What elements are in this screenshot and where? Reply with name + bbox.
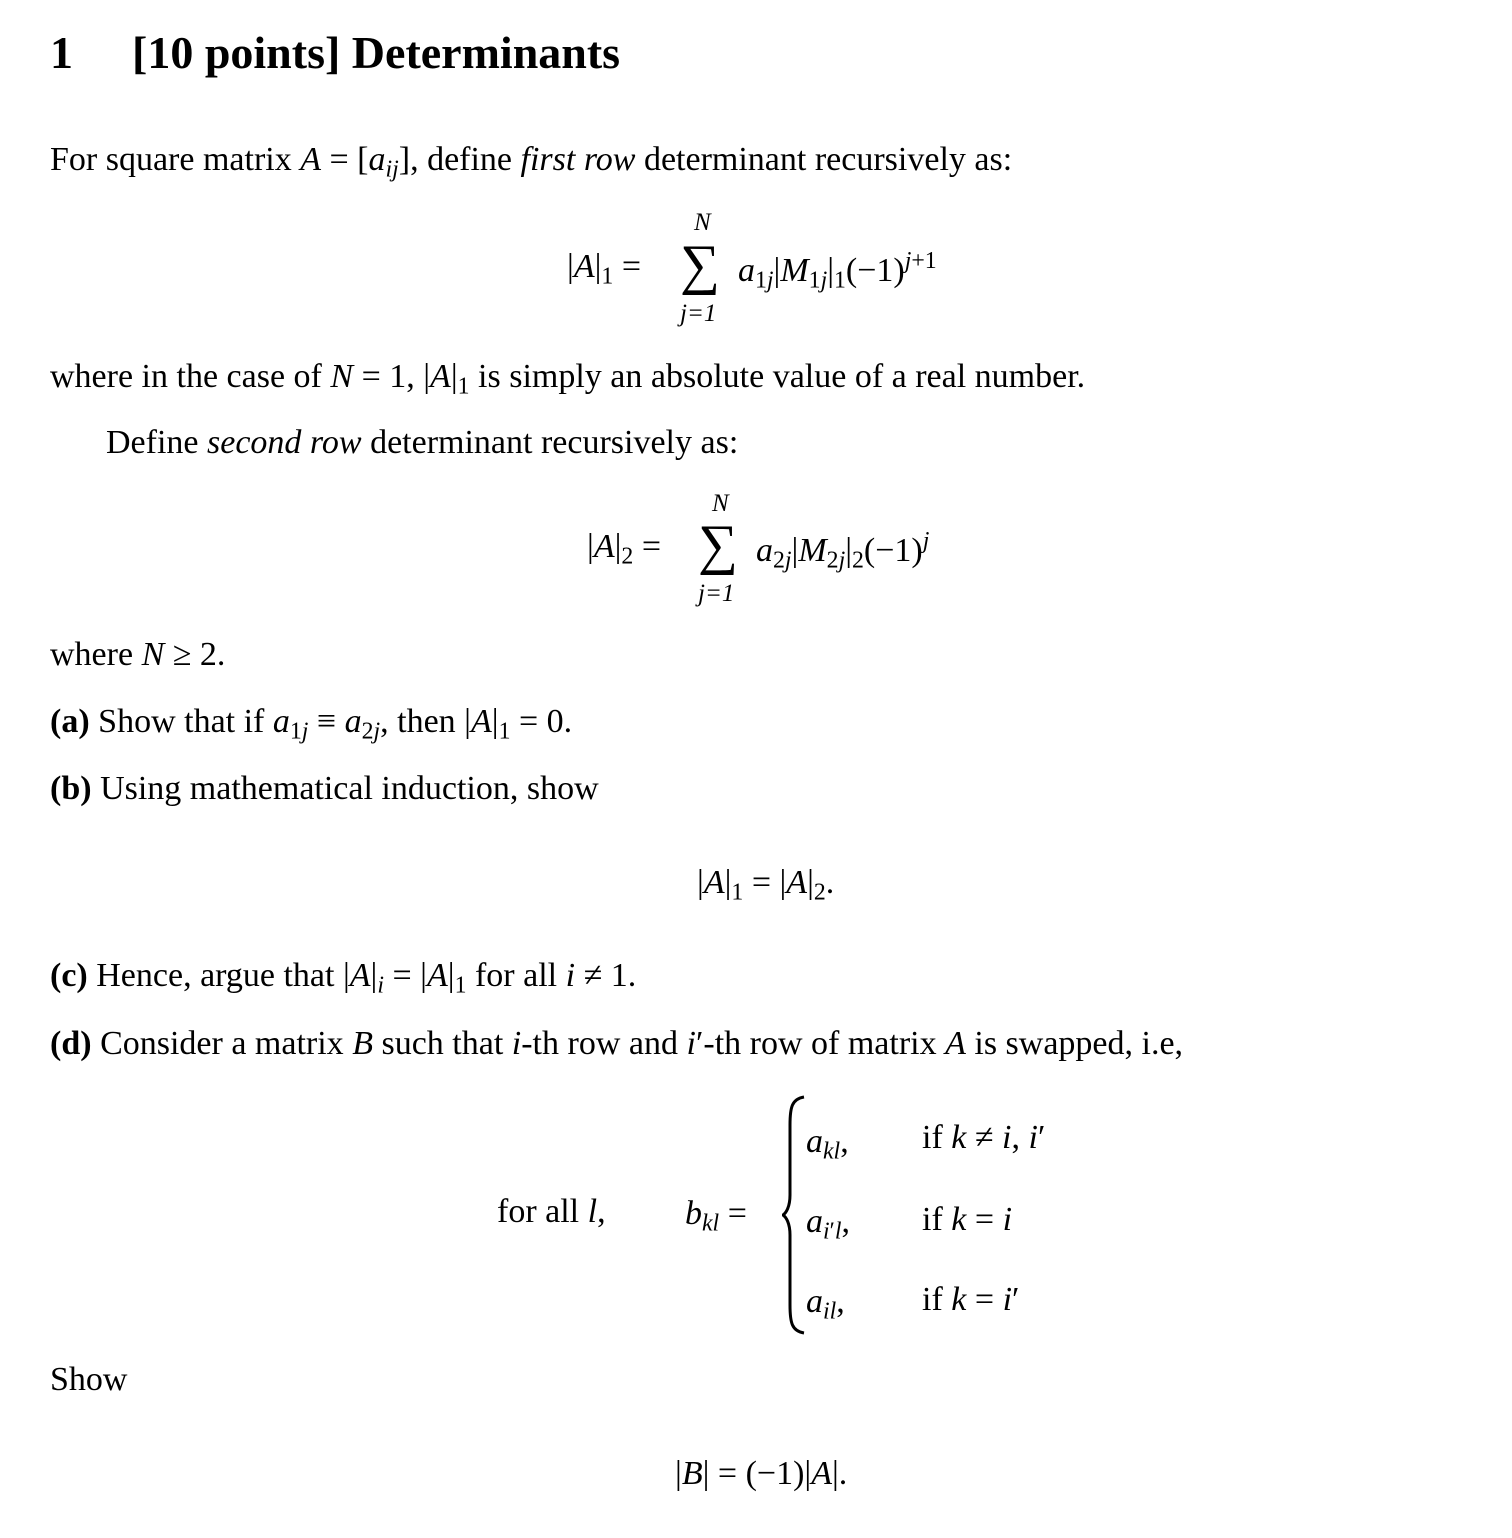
part-d-label: (d) bbox=[50, 1025, 92, 1062]
emphasis-first-row: first row bbox=[520, 141, 636, 178]
sum-sigma: ∑ bbox=[680, 234, 720, 296]
part-b bbox=[50, 772, 599, 806]
sum-lower-limit: j=1 bbox=[680, 300, 717, 327]
part-d-text: -th row and bbox=[521, 1025, 687, 1062]
part-a: (a) Show that if $a_{1j} \equiv a_{2j}$, then $|A|_1 = 0$. bbox=[50, 703, 573, 745]
left-brace bbox=[782, 1095, 808, 1335]
part-c-text: for all bbox=[466, 957, 566, 994]
case-1-value: $a_{kl}$, bbox=[806, 1123, 849, 1165]
eq1-rhs: $a_{1j}|M_{1j}|_1(-1)^{j+1}$ bbox=[738, 248, 937, 294]
case-2-condition: if k = i bbox=[922, 1201, 1013, 1238]
part-b-text: Using mathematical induction, show bbox=[91, 770, 599, 807]
part-d-text: such that bbox=[372, 1025, 512, 1062]
define-second-row bbox=[106, 426, 738, 460]
section-number: 1 bbox=[50, 27, 73, 78]
cases-for-all: for all l, bbox=[497, 1193, 606, 1230]
intro-text: , define bbox=[410, 141, 521, 178]
section-title: [10 points] Determinants bbox=[132, 27, 621, 78]
case-2-value: $a_{i'l}$, bbox=[806, 1203, 850, 1245]
sum-upper-limit: N bbox=[694, 209, 711, 236]
if-text: if bbox=[922, 1119, 952, 1156]
part-c-text: Hence, argue that bbox=[87, 957, 343, 994]
part-d-text: Consider a matrix bbox=[91, 1025, 353, 1062]
case-1-condition: if k ≠ i, i′ bbox=[922, 1119, 1046, 1156]
part-a-text: Show that if bbox=[89, 703, 273, 740]
for-all-text: for all bbox=[497, 1193, 588, 1230]
part-a-label: (a) bbox=[50, 703, 90, 740]
part-c-label: (c) bbox=[50, 957, 88, 994]
equation-a1-equals-a2: $|A|_1 = |A|_2$. bbox=[697, 864, 835, 906]
eq2-rhs: $a_{2j}|M_{2j}|_2(-1)^j$ bbox=[756, 528, 930, 574]
define-text: determinant recursively as: bbox=[361, 424, 739, 461]
cases-lhs: $b_{kl}$ = bbox=[685, 1195, 747, 1237]
if-text: if bbox=[922, 1281, 952, 1318]
intro-paragraph: For square matrix $A = [a_{ij}]$, define first row determinant recursively as: bbox=[50, 141, 1013, 183]
note-text: where in the case of bbox=[50, 358, 331, 395]
note-n-equals-1: where in the case of N = 1, $|A|_1$ is simply an absolute value of a real number. bbox=[50, 358, 1086, 400]
sum-upper-limit: N bbox=[712, 490, 729, 517]
part-d-text: is swapped, i.e, bbox=[965, 1025, 1184, 1062]
where-n-ge-2: where N ≥ 2. bbox=[50, 636, 226, 673]
sum-lower-limit: j=1 bbox=[698, 580, 735, 607]
math-inline: A bbox=[300, 141, 321, 178]
intro-text: For square matrix bbox=[50, 141, 301, 178]
intro-text: determinant recursively as: bbox=[635, 141, 1013, 178]
part-d-text: -th row of matrix bbox=[703, 1025, 946, 1062]
part-c: (c) Hence, argue that $|A|_i = |A|_1$ for all i ≠ 1. bbox=[50, 957, 637, 999]
define-text: Define bbox=[106, 424, 208, 461]
show-label: Show bbox=[50, 1361, 128, 1398]
part-d: (d) Consider a matrix B such that i-th row and i′-th row of matrix A is swapped, i.e, bbox=[50, 1025, 1184, 1062]
equation-swap-result: |B| = (−1)|A|. bbox=[675, 1455, 848, 1492]
note-text: is simply an absolute value of a real number. bbox=[469, 358, 1086, 395]
part-a-text: , then bbox=[380, 703, 465, 740]
eq2-lhs: $|A|_2$ = bbox=[587, 528, 661, 570]
case-3-value: $a_{il}$, bbox=[806, 1283, 845, 1325]
eq1-lhs: $|A|_1$ = bbox=[567, 248, 641, 290]
case-3-condition: if k = i′ bbox=[922, 1281, 1020, 1318]
emphasis-second-row: second row bbox=[207, 424, 362, 461]
part-b-label: (b) bbox=[50, 770, 92, 807]
if-text: if bbox=[922, 1201, 952, 1238]
where-text: where bbox=[50, 636, 142, 673]
sum-sigma: ∑ bbox=[698, 514, 738, 576]
